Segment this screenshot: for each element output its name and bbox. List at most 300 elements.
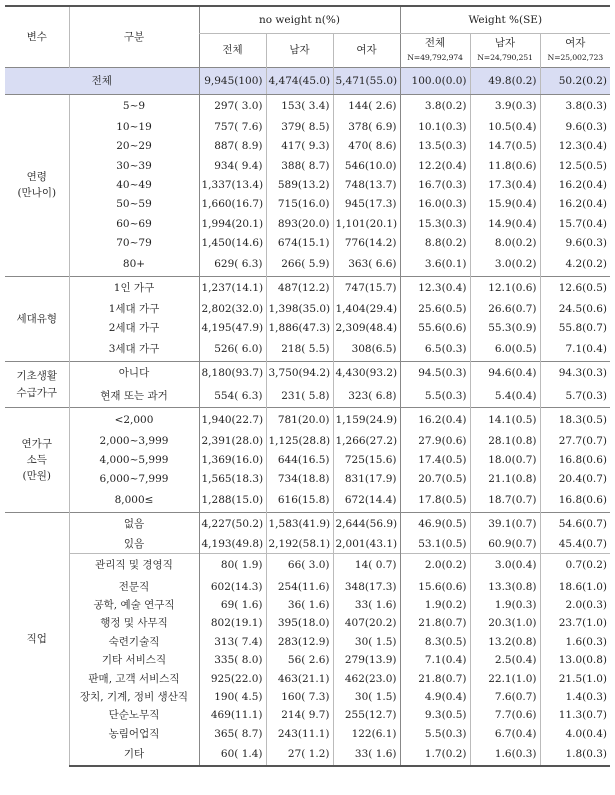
value-cell: 831(17.9) <box>333 470 400 489</box>
value-cell: 365( 8.7) <box>199 725 266 743</box>
value-cell: 6.5(0.3) <box>400 338 470 361</box>
value-cell: 2,802(32.0) <box>199 299 266 318</box>
value-cell: 1.4(0.3) <box>540 688 610 706</box>
value-cell: 16.8(0.6) <box>540 451 610 470</box>
header-w-total <box>400 34 470 68</box>
category-label: 아니다 <box>69 361 199 384</box>
value-cell: 218( 5.5) <box>266 338 333 361</box>
category-label: 관리직 및 경영직 <box>69 553 199 577</box>
value-cell: 379( 8.5) <box>266 118 333 137</box>
header-w-total-label: 전체 <box>424 37 446 50</box>
value-cell: 122(6.1) <box>333 725 400 743</box>
value-cell: 8.0(0.2) <box>470 234 540 253</box>
data-row <box>5 651 610 669</box>
value-cell: 7.1(0.4) <box>400 651 470 669</box>
category-label: 있음 <box>69 535 199 553</box>
value-cell: 9.3(0.5) <box>400 706 470 724</box>
value-cell: 781(20.0) <box>266 408 333 431</box>
data-row <box>5 725 610 743</box>
variable-label-line: (만나이) <box>17 187 57 200</box>
value-cell: 16.2(0.4) <box>400 408 470 431</box>
data-row <box>5 234 610 253</box>
value-cell: 13.5(0.3) <box>400 137 470 156</box>
value-cell: 616(15.8) <box>266 489 333 512</box>
total-cell: 5,471(55.0) <box>333 68 400 95</box>
value-cell: 17.4(0.5) <box>400 451 470 470</box>
value-cell: 21.8(0.7) <box>400 670 470 688</box>
header-row-1 <box>5 6 610 34</box>
value-cell: 33( 1.6) <box>333 596 400 614</box>
value-cell: 1,404(29.4) <box>333 299 400 318</box>
value-cell: 945(17.3) <box>333 195 400 214</box>
value-cell: 644(16.5) <box>266 451 333 470</box>
value-cell: 22.1(1.0) <box>470 670 540 688</box>
value-cell: 18.0(0.7) <box>470 451 540 470</box>
value-cell: 214( 9.7) <box>266 706 333 724</box>
value-cell: 395(18.0) <box>266 614 333 632</box>
value-cell: 66( 3.0) <box>266 553 333 577</box>
value-cell: 1,565(18.3) <box>199 470 266 489</box>
value-cell: 554( 6.3) <box>199 385 266 408</box>
data-row <box>5 319 610 338</box>
header-nw-female: 여자 <box>333 34 400 68</box>
data-row <box>5 451 610 470</box>
value-cell: 2.5(0.4) <box>470 651 540 669</box>
header-w-male <box>470 34 540 68</box>
value-cell: 39.1(0.7) <box>470 512 540 534</box>
value-cell: 7.1(0.4) <box>540 338 610 361</box>
category-label: 80+ <box>69 253 199 276</box>
value-cell: 526( 6.0) <box>199 338 266 361</box>
category-label: 현재 또는 과거 <box>69 385 199 408</box>
value-cell: 21.5(1.0) <box>540 670 610 688</box>
data-row <box>5 512 610 534</box>
value-cell: 231( 5.8) <box>266 385 333 408</box>
value-cell: 725(15.6) <box>333 451 400 470</box>
category-label: 기타 서비스직 <box>69 651 199 669</box>
header-w-male-label: 남자 <box>494 37 516 50</box>
header-nw-male: 남자 <box>266 34 333 68</box>
value-cell: 6.0(0.5) <box>470 338 540 361</box>
value-cell: 254(11.6) <box>266 578 333 596</box>
value-cell: 18.3(0.5) <box>540 408 610 431</box>
value-cell: 313( 7.4) <box>199 633 266 651</box>
value-cell: 1,266(27.2) <box>333 431 400 450</box>
value-cell: 9.6(0.3) <box>540 234 610 253</box>
value-cell: 2.0(0.2) <box>400 553 470 577</box>
value-cell: 16.0(0.3) <box>400 195 470 214</box>
value-cell: 255(12.7) <box>333 706 400 724</box>
value-cell: 160( 7.3) <box>266 688 333 706</box>
total-cell: 4,474(45.0) <box>266 68 333 95</box>
data-row <box>5 470 610 489</box>
value-cell: 3.0(0.2) <box>470 253 540 276</box>
value-cell: 283(12.9) <box>266 633 333 651</box>
category-label: 없음 <box>69 512 199 534</box>
value-cell: 46.9(0.5) <box>400 512 470 534</box>
header-w-female-label: 여자 <box>565 37 586 50</box>
value-cell: 4,195(47.9) <box>199 319 266 338</box>
data-row <box>5 195 610 214</box>
variable-label-line: 연가구 <box>21 437 52 450</box>
value-cell: 1,101(20.1) <box>333 214 400 233</box>
header-w-male-n: N=24,790,251 <box>477 52 533 62</box>
value-cell: 14( 0.7) <box>333 553 400 577</box>
variable-label-line: 수급가구 <box>16 386 58 399</box>
value-cell: 56( 2.6) <box>266 651 333 669</box>
data-row <box>5 276 610 299</box>
value-cell: 925(22.0) <box>199 670 266 688</box>
value-cell: 60.9(0.7) <box>470 535 540 553</box>
total-cell: 49.8(0.2) <box>470 68 540 95</box>
variable-label-line: 기초생활 <box>16 370 58 383</box>
value-cell: 69( 1.6) <box>199 596 266 614</box>
category-label: 3세대 가구 <box>69 338 199 361</box>
value-cell: 13.0(0.8) <box>540 651 610 669</box>
value-cell: 25.6(0.5) <box>400 299 470 318</box>
value-cell: 36( 1.6) <box>266 596 333 614</box>
category-label: 숙련기술직 <box>69 633 199 651</box>
value-cell: 8.8(0.2) <box>400 234 470 253</box>
value-cell: 144( 2.6) <box>333 95 400 118</box>
category-label: 전문직 <box>69 578 199 596</box>
value-cell: 1,450(14.6) <box>199 234 266 253</box>
category-label: 2세대 가구 <box>69 319 199 338</box>
value-cell: 2,192(58.1) <box>266 535 333 553</box>
value-cell: 10.1(0.3) <box>400 118 470 137</box>
header-no-weight: no weight n(%) <box>199 6 400 34</box>
data-row <box>5 338 610 361</box>
value-cell: 7.6(0.7) <box>470 688 540 706</box>
data-row <box>5 596 610 614</box>
category-label: <2,000 <box>69 408 199 431</box>
header-weight: Weight %(SE) <box>400 6 610 34</box>
value-cell: 15.9(0.4) <box>470 195 540 214</box>
value-cell: 3.0(0.4) <box>470 553 540 577</box>
value-cell: 9.6(0.3) <box>540 118 610 137</box>
value-cell: 11.8(0.6) <box>470 156 540 175</box>
total-cell: 100.0(0.0) <box>400 68 470 95</box>
value-cell: 3,750(94.2) <box>266 361 333 384</box>
category-label: 70~79 <box>69 234 199 253</box>
data-row <box>5 118 610 137</box>
variable-label-line: (만원) <box>22 470 51 483</box>
total-cell: 9,945(100) <box>199 68 266 95</box>
value-cell: 2.0(0.3) <box>540 596 610 614</box>
variable-label <box>5 512 69 765</box>
value-cell: 23.7(1.0) <box>540 614 610 632</box>
value-cell: 16.8(0.6) <box>540 489 610 512</box>
value-cell: 3.9(0.3) <box>470 95 540 118</box>
value-cell: 1,398(35.0) <box>266 299 333 318</box>
variable-label <box>5 408 69 512</box>
category-label: 기타 <box>69 743 199 765</box>
value-cell: 672(14.4) <box>333 489 400 512</box>
value-cell: 18.6(1.0) <box>540 578 610 596</box>
data-row <box>5 299 610 318</box>
header-w-total-n: N=49,792,974 <box>407 52 463 62</box>
data-row <box>5 431 610 450</box>
value-cell: 1,583(41.9) <box>266 512 333 534</box>
value-cell: 378( 6.9) <box>333 118 400 137</box>
data-row <box>5 743 610 765</box>
value-cell: 1.6(0.3) <box>470 743 540 765</box>
value-cell: 1.7(0.2) <box>400 743 470 765</box>
value-cell: 3.6(0.1) <box>400 253 470 276</box>
variable-label-line: 소득 <box>26 454 47 467</box>
value-cell: 21.1(0.8) <box>470 470 540 489</box>
value-cell: 1,994(20.1) <box>199 214 266 233</box>
value-cell: 8.3(0.5) <box>400 633 470 651</box>
category-label: 10~19 <box>69 118 199 137</box>
header-w-female <box>540 34 610 68</box>
data-row <box>5 137 610 156</box>
value-cell: 8,180(93.7) <box>199 361 266 384</box>
value-cell: 28.1(0.8) <box>470 431 540 450</box>
data-row <box>5 385 610 408</box>
statistics-table <box>5 5 610 767</box>
value-cell: 17.8(0.5) <box>400 489 470 512</box>
value-cell: 17.3(0.4) <box>470 176 540 195</box>
value-cell: 94.5(0.3) <box>400 361 470 384</box>
value-cell: 16.7(0.3) <box>400 176 470 195</box>
value-cell: 1,337(13.4) <box>199 176 266 195</box>
total-row <box>5 68 610 95</box>
data-row <box>5 706 610 724</box>
value-cell: 55.3(0.9) <box>470 319 540 338</box>
category-label: 단순노무직 <box>69 706 199 724</box>
data-row <box>5 408 610 431</box>
value-cell: 407(20.2) <box>333 614 400 632</box>
value-cell: 1,125(28.8) <box>266 431 333 450</box>
data-row <box>5 670 610 688</box>
category-label: 60~69 <box>69 214 199 233</box>
variable-label-line: 연령 <box>26 171 47 184</box>
value-cell: 4,193(49.8) <box>199 535 266 553</box>
value-cell: 12.3(0.4) <box>540 137 610 156</box>
value-cell: 1,369(16.0) <box>199 451 266 470</box>
total-label: 전체 <box>5 68 199 95</box>
value-cell: 388( 8.7) <box>266 156 333 175</box>
value-cell: 243(11.1) <box>266 725 333 743</box>
value-cell: 2,001(43.1) <box>333 535 400 553</box>
value-cell: 348(17.3) <box>333 578 400 596</box>
value-cell: 11.3(0.7) <box>540 706 610 724</box>
value-cell: 0.7(0.2) <box>540 553 610 577</box>
value-cell: 266( 5.9) <box>266 253 333 276</box>
value-cell: 12.3(0.4) <box>400 276 470 299</box>
value-cell: 18.7(0.7) <box>470 489 540 512</box>
value-cell: 734(18.8) <box>266 470 333 489</box>
value-cell: 1.9(0.3) <box>470 596 540 614</box>
value-cell: 20.4(0.7) <box>540 470 610 489</box>
data-row <box>5 253 610 276</box>
value-cell: 27.7(0.7) <box>540 431 610 450</box>
value-cell: 802(19.1) <box>199 614 266 632</box>
value-cell: 20.3(1.0) <box>470 614 540 632</box>
category-label: 1인 가구 <box>69 276 199 299</box>
category-label: 농림어업직 <box>69 725 199 743</box>
total-cell: 50.2(0.2) <box>540 68 610 95</box>
category-label: 5~9 <box>69 95 199 118</box>
value-cell: 54.6(0.7) <box>540 512 610 534</box>
value-cell: 27( 1.2) <box>266 743 333 765</box>
value-cell: 15.7(0.4) <box>540 214 610 233</box>
value-cell: 363( 6.6) <box>333 253 400 276</box>
value-cell: 53.1(0.5) <box>400 535 470 553</box>
value-cell: 10.5(0.4) <box>470 118 540 137</box>
value-cell: 21.8(0.7) <box>400 614 470 632</box>
value-cell: 94.6(0.4) <box>470 361 540 384</box>
value-cell: 715(16.0) <box>266 195 333 214</box>
value-cell: 323( 6.8) <box>333 385 400 408</box>
value-cell: 747(15.7) <box>333 276 400 299</box>
category-label: 6,000~7,999 <box>69 470 199 489</box>
data-row <box>5 553 610 577</box>
value-cell: 487(12.2) <box>266 276 333 299</box>
header-w-female-n: N=25,002,723 <box>547 52 604 62</box>
variable-label-line: 직업 <box>26 633 47 646</box>
value-cell: 153( 3.4) <box>266 95 333 118</box>
value-cell: 5.4(0.4) <box>470 385 540 408</box>
value-cell: 190( 4.5) <box>199 688 266 706</box>
value-cell: 546(10.0) <box>333 156 400 175</box>
value-cell: 12.5(0.5) <box>540 156 610 175</box>
value-cell: 1,660(16.7) <box>199 195 266 214</box>
value-cell: 297( 3.0) <box>199 95 266 118</box>
value-cell: 417( 9.3) <box>266 137 333 156</box>
header-nw-total: 전체 <box>199 34 266 68</box>
value-cell: 462(23.0) <box>333 670 400 688</box>
category-label: 30~39 <box>69 156 199 175</box>
value-cell: 2,309(48.4) <box>333 319 400 338</box>
value-cell: 463(21.1) <box>266 670 333 688</box>
value-cell: 748(13.7) <box>333 176 400 195</box>
category-label: 공학, 예술 연구직 <box>69 596 199 614</box>
value-cell: 1,288(15.0) <box>199 489 266 512</box>
variable-label-line: 세대유형 <box>16 312 58 325</box>
value-cell: 934( 9.4) <box>199 156 266 175</box>
value-cell: 4.0(0.4) <box>540 725 610 743</box>
value-cell: 15.6(0.6) <box>400 578 470 596</box>
category-label: 1세대 가구 <box>69 299 199 318</box>
data-row <box>5 633 610 651</box>
value-cell: 26.6(0.7) <box>470 299 540 318</box>
value-cell: 4,430(93.2) <box>333 361 400 384</box>
value-cell: 4.2(0.2) <box>540 253 610 276</box>
value-cell: 2,391(28.0) <box>199 431 266 450</box>
value-cell: 12.2(0.4) <box>400 156 470 175</box>
value-cell: 15.3(0.3) <box>400 214 470 233</box>
data-row <box>5 578 610 596</box>
value-cell: 5.7(0.3) <box>540 385 610 408</box>
value-cell: 1,159(24.9) <box>333 408 400 431</box>
value-cell: 80( 1.9) <box>199 553 266 577</box>
data-row <box>5 156 610 175</box>
value-cell: 14.1(0.5) <box>470 408 540 431</box>
header-category: 구분 <box>69 6 199 68</box>
value-cell: 13.2(0.8) <box>470 633 540 651</box>
value-cell: 308(6.5) <box>333 338 400 361</box>
value-cell: 14.9(0.4) <box>470 214 540 233</box>
value-cell: 629( 6.3) <box>199 253 266 276</box>
value-cell: 16.2(0.4) <box>540 176 610 195</box>
data-row <box>5 95 610 118</box>
category-label: 행정 및 사무직 <box>69 614 199 632</box>
category-label: 2,000~3,999 <box>69 431 199 450</box>
value-cell: 589(13.2) <box>266 176 333 195</box>
data-row <box>5 489 610 512</box>
value-cell: 27.9(0.6) <box>400 431 470 450</box>
category-label: 8,000≤ <box>69 489 199 512</box>
category-label: 50~59 <box>69 195 199 214</box>
category-label: 20~29 <box>69 137 199 156</box>
value-cell: 1.9(0.2) <box>400 596 470 614</box>
value-cell: 3.8(0.2) <box>400 95 470 118</box>
value-cell: 30( 1.5) <box>333 688 400 706</box>
value-cell: 13.3(0.8) <box>470 578 540 596</box>
variable-label <box>5 95 69 277</box>
value-cell: 1.8(0.3) <box>540 743 610 765</box>
value-cell: 887( 8.9) <box>199 137 266 156</box>
value-cell: 1,940(22.7) <box>199 408 266 431</box>
category-label: 장치, 기계, 정비 생산직 <box>69 688 199 706</box>
value-cell: 7.7(0.6) <box>470 706 540 724</box>
category-label: 40~49 <box>69 176 199 195</box>
value-cell: 60( 1.4) <box>199 743 266 765</box>
value-cell: 2,644(56.9) <box>333 512 400 534</box>
value-cell: 45.4(0.7) <box>540 535 610 553</box>
value-cell: 24.5(0.6) <box>540 299 610 318</box>
variable-label <box>5 361 69 408</box>
value-cell: 6.7(0.4) <box>470 725 540 743</box>
variable-label <box>5 276 69 361</box>
value-cell: 4.9(0.4) <box>400 688 470 706</box>
value-cell: 55.6(0.6) <box>400 319 470 338</box>
value-cell: 94.3(0.3) <box>540 361 610 384</box>
value-cell: 5.5(0.3) <box>400 725 470 743</box>
value-cell: 1,886(47.3) <box>266 319 333 338</box>
value-cell: 12.6(0.5) <box>540 276 610 299</box>
value-cell: 1,237(14.1) <box>199 276 266 299</box>
value-cell: 4,227(50.2) <box>199 512 266 534</box>
value-cell: 16.2(0.4) <box>540 195 610 214</box>
value-cell: 470( 8.6) <box>333 137 400 156</box>
value-cell: 893(20.0) <box>266 214 333 233</box>
value-cell: 279(13.9) <box>333 651 400 669</box>
header-variable: 변수 <box>5 6 69 68</box>
value-cell: 12.1(0.6) <box>470 276 540 299</box>
value-cell: 3.8(0.3) <box>540 95 610 118</box>
value-cell: 469(11.1) <box>199 706 266 724</box>
value-cell: 30( 1.5) <box>333 633 400 651</box>
value-cell: 5.5(0.3) <box>400 385 470 408</box>
category-label: 4,000~5,999 <box>69 451 199 470</box>
value-cell: 757( 7.6) <box>199 118 266 137</box>
value-cell: 1.6(0.3) <box>540 633 610 651</box>
category-label: 판매, 고객 서비스직 <box>69 670 199 688</box>
value-cell: 33( 1.6) <box>333 743 400 765</box>
value-cell: 602(14.3) <box>199 578 266 596</box>
value-cell: 55.8(0.7) <box>540 319 610 338</box>
data-row <box>5 688 610 706</box>
value-cell: 20.7(0.5) <box>400 470 470 489</box>
data-row <box>5 361 610 384</box>
value-cell: 776(14.2) <box>333 234 400 253</box>
data-row <box>5 614 610 632</box>
value-cell: 14.7(0.5) <box>470 137 540 156</box>
data-row <box>5 214 610 233</box>
